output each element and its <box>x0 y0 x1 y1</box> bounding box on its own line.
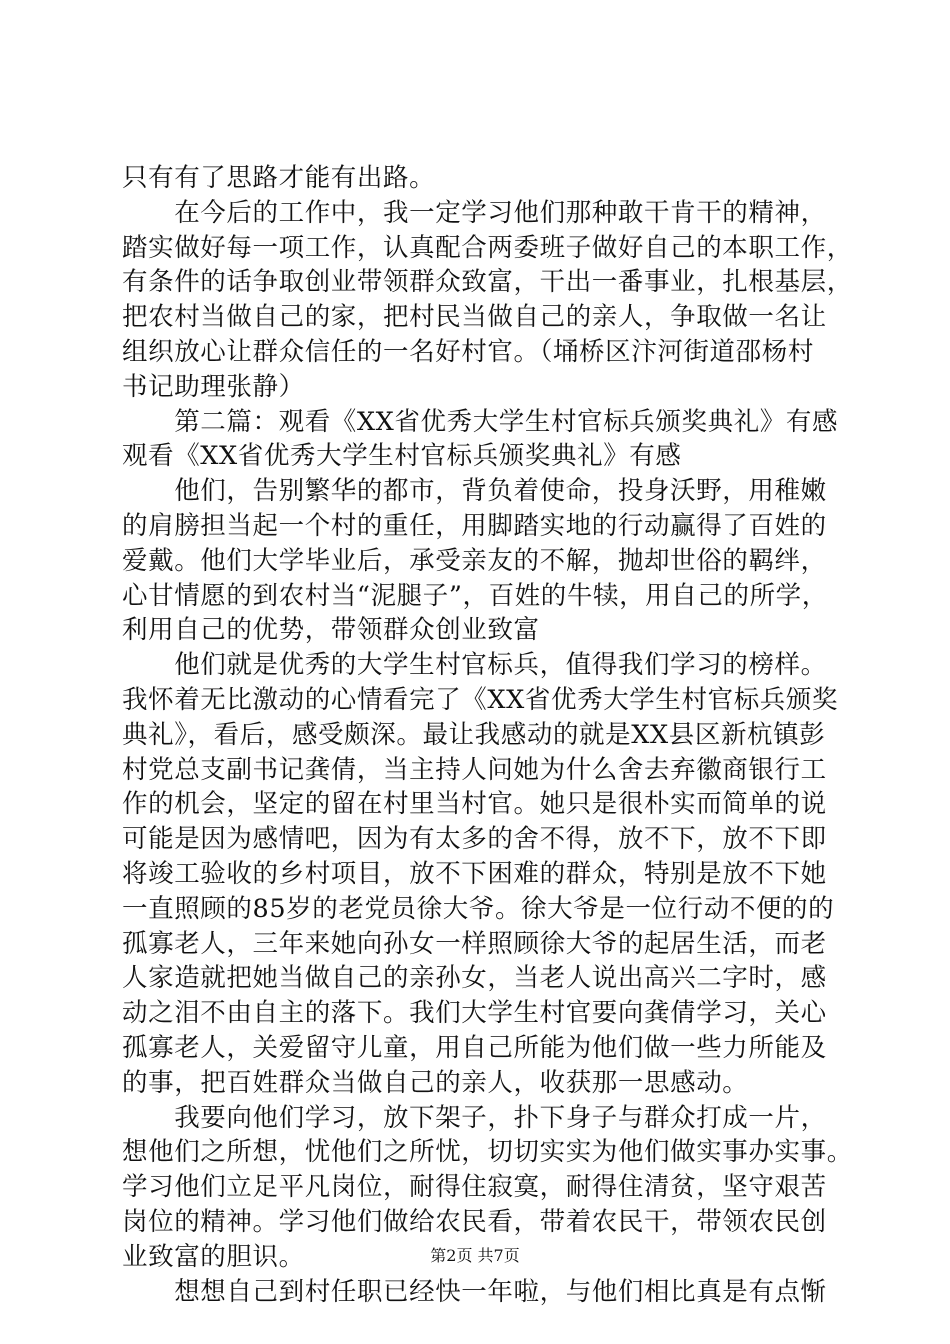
text-line: 他们就是优秀的大学生村官标兵，值得我们学习的榜样。 <box>122 650 827 681</box>
section-title: 观看《XX省优秀大学生村官标兵颁奖典礼》有感 <box>122 441 682 472</box>
text-line: 书记助理张静） <box>122 371 305 402</box>
text-line: 我要向他们学习，放下架子，扑下身子与群众打成一片， <box>122 1102 827 1133</box>
text-line: 组织放心让群众信任的一名好村官。（埇桥区汴河街道邵杨村 <box>122 336 814 367</box>
text-line: 踏实做好每一项工作，认真配合两委班子做好自己的本职工作， <box>122 232 853 263</box>
text-line: 学习他们立足平凡岗位，耐得住寂寞，耐得住清贫，坚守艰苦 <box>122 1172 827 1203</box>
text-line: 将竣工验收的乡村项目，放不下困难的群众，特别是放不下她 <box>122 858 827 889</box>
text-line: 爱戴。他们大学毕业后，承受亲友的不解，抛却世俗的羁绊， <box>122 545 827 576</box>
section-heading: 第二篇：观看《XX省优秀大学生村官标兵颁奖典礼》有感 <box>122 406 839 437</box>
text-line: 孤寡老人，三年来她向孙女一样照顾徐大爷的起居生活，而老 <box>122 928 827 959</box>
page-number-footer: 第2页 共7页 <box>430 1246 520 1265</box>
text-line: 把农村当做自己的家，把村民当做自己的亲人，争取做一名让 <box>122 302 827 333</box>
text-line: 想想自己到村任职已经快一年啦，与他们相比真是有点惭 <box>122 1276 827 1307</box>
text-line: 可能是因为感情吧，因为有太多的舍不得，放不下，放不下即 <box>122 824 827 855</box>
text-line: 利用自己的优势，带领群众创业致富 <box>122 615 540 646</box>
text-line: 心甘情愿的到农村当“泥腿子”，百姓的牛犊，用自己的所学， <box>122 580 828 611</box>
text-line: 岗位的精神。学习他们做给农民看，带着农民干，带领农民创 <box>122 1206 827 1237</box>
text-line: 想他们之所想，忧他们之所忧，切切实实为他们做实事办实事。 <box>122 1137 853 1168</box>
text-line: 在今后的工作中，我一定学习他们那种敢干肯干的精神， <box>122 197 827 228</box>
text-line: 孤寡老人，关爱留守儿童，用自己所能为他们做一些力所能及 <box>122 1032 827 1063</box>
body-text <box>122 161 853 1309</box>
text-line: 作的机会，坚定的留在村里当村官。她只是很朴实而简单的说 <box>122 789 827 820</box>
text-line: 他们，告别繁华的都市，背负着使命，投身沃野，用稚嫩 <box>122 476 827 507</box>
text-line: 动之泪不由自主的落下。我们大学生村官要向龚倩学习，关心 <box>122 998 827 1029</box>
text-line: 典礼》，看后，感受颇深。最让我感动的就是XX县区新杭镇彭 <box>122 719 826 750</box>
text-line: 业致富的胆识。 <box>122 1241 305 1272</box>
text-line: 村党总支副书记龚倩，当主持人问她为什么舍去弃徽商银行工 <box>122 754 827 785</box>
text-line: 有条件的话争取创业带领群众致富，干出一番事业，扎根基层， <box>122 267 853 298</box>
text-line: 一直照顾的85岁的老党员徐大爷。徐大爷是一位行动不便的的 <box>122 893 835 924</box>
text-line: 的肩膀担当起一个村的重任，用脚踏实地的行动赢得了百姓的 <box>122 510 827 541</box>
text-line: 人家造就把她当做自己的亲孙女，当老人说出高兴二字时，感 <box>122 963 827 994</box>
text-line: 的事，把百姓群众当做自己的亲人，收获那一思感动。 <box>122 1067 749 1098</box>
text-line: 只有有了思路才能有出路。 <box>122 163 436 193</box>
text-line: 我怀着无比激动的心情看完了《XX省优秀大学生村官标兵颁奖 <box>122 684 839 715</box>
